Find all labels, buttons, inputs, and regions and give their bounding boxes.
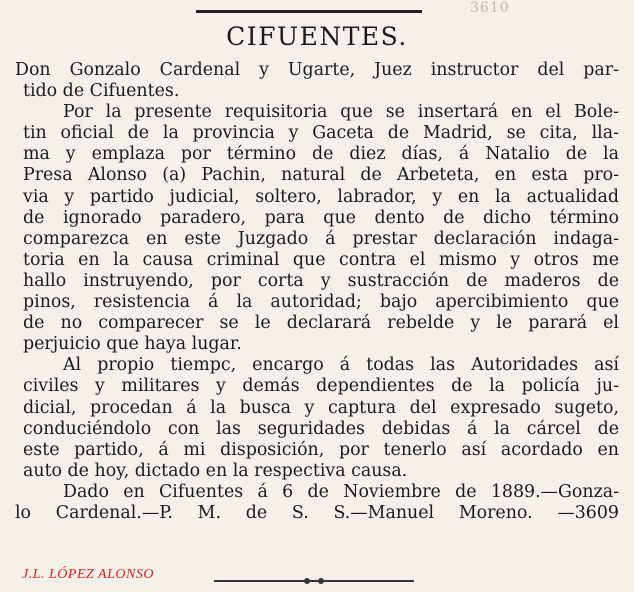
text-line: Presa Alonso (a) Pachin, natural de Arbeteta, en esta pro-	[23, 165, 619, 186]
header-fragment: 3610	[470, 0, 510, 16]
text-line: Por la presente requisitoria que se insertará en el Bole-	[63, 102, 619, 123]
text-line: perjuicio que haya lugar.	[23, 334, 242, 355]
text-line: comparezca en este Juzgado á prestar declaración indaga-	[23, 228, 619, 249]
author-signature: J.L. LÓPEZ ALONSO	[22, 567, 154, 582]
text-line: via y partido judicial, soltero, labrador, y en la actualidad	[23, 186, 619, 207]
text-line: dicial, procedan á la busca y captura del expresado sugeto,	[23, 397, 619, 418]
text-line: lo Cardenal.—P. M. de S. S.—Manuel Moreno. —3609	[15, 502, 619, 523]
text-line: este partido, á mi disposición, por tenerlo así acordado en	[23, 439, 619, 460]
text-line: ma y emplaza por término de diez días, á Natalio de la	[23, 144, 619, 165]
text-line: Al propio tiempc, encargo á todas las Autoridades así	[63, 355, 619, 376]
text-line: Don Gonzalo Cardenal y Ugarte, Juez instructor del par-	[15, 60, 619, 80]
text-line: auto de hoy, dictado en la respectiva causa.	[23, 460, 408, 481]
text-line: de ignorado paradero, para que dento de dicho término	[23, 207, 619, 228]
text-line: conduciéndolo con las seguridades debidas á la cárcel de	[23, 418, 619, 439]
requisitoria-text	[15, 60, 619, 524]
bottom-ornament-rule	[214, 580, 414, 582]
text-line: hallo instruyendo, por corta y sustracción de maderos de	[23, 270, 619, 291]
text-line: tin oficial de la provincia y Gaceta de Madrid, se cita, lla-	[23, 123, 619, 144]
text-line: civiles y militares y demás dependientes de la policía ju-	[23, 376, 619, 397]
text-line: de no comparecer se le declarará rebelde y le parará el	[23, 313, 619, 334]
text-line: pinos, resistencia á la autoridad; bajo apercibimiento que	[23, 292, 619, 313]
text-line: toria en la causa criminal que contra el mismo y otros me	[23, 249, 619, 270]
page-title: CIFUENTES.	[226, 22, 408, 51]
top-rule	[196, 10, 422, 13]
text-line: Dado en Cifuentes á 6 de Noviembre de 1889.—Gonza-	[63, 481, 619, 502]
text-line: tido de Cifuentes.	[23, 81, 180, 102]
